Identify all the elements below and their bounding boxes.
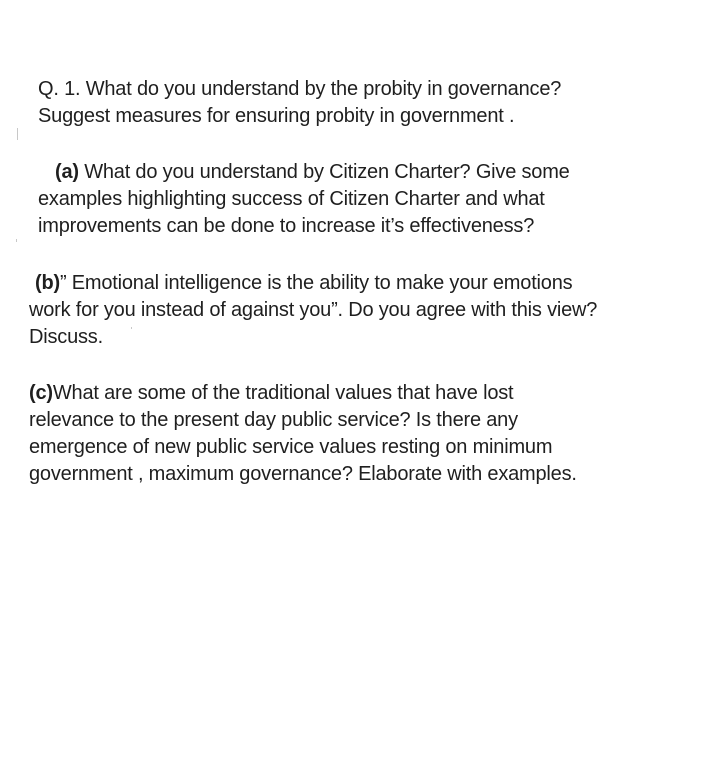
question-1-line-2: Suggest measures for ensuring probity in government . xyxy=(38,105,515,127)
question-1-line-1: Q. 1. What do you understand by the probity in governance? xyxy=(38,78,562,100)
question-1 xyxy=(38,76,561,130)
question-a-line-1 xyxy=(38,159,570,186)
question-a-line-2: examples highlighting success of Citizen Charter and what xyxy=(38,188,545,210)
question-c-line-1 xyxy=(29,380,577,407)
question-b xyxy=(29,270,597,351)
question-b-label: (b) xyxy=(35,272,60,294)
question-c-label: (c) xyxy=(29,382,53,404)
question-b-line-1 xyxy=(29,270,597,297)
question-c-line-1-text: What are some of the traditional values that have lost xyxy=(52,382,514,404)
margin-mark xyxy=(17,128,18,140)
question-b-line-2: work for you instead of against you”. Do you agree with this view? xyxy=(29,299,598,321)
question-a-line-3: improvements can be done to increase it’s effectiveness? xyxy=(38,215,535,237)
question-c-line-2: relevance to the present day public service? Is there any xyxy=(29,409,518,431)
question-b-line-3: Discuss. xyxy=(29,326,103,348)
question-c xyxy=(29,380,577,488)
question-b-line-1-text: ” Emotional intelligence is the ability to make your emotions xyxy=(59,272,573,294)
question-c-line-3: emergence of new public service values resting on minimum xyxy=(29,436,553,458)
question-a xyxy=(38,159,570,240)
margin-mark xyxy=(16,239,17,242)
question-c-line-4: government , maximum governance? Elaborate with examples. xyxy=(29,463,577,485)
stray-mark xyxy=(131,327,132,329)
question-a-label: (a) xyxy=(55,161,79,183)
question-a-line-1-text: What do you understand by Citizen Charter? Give some xyxy=(78,161,570,183)
